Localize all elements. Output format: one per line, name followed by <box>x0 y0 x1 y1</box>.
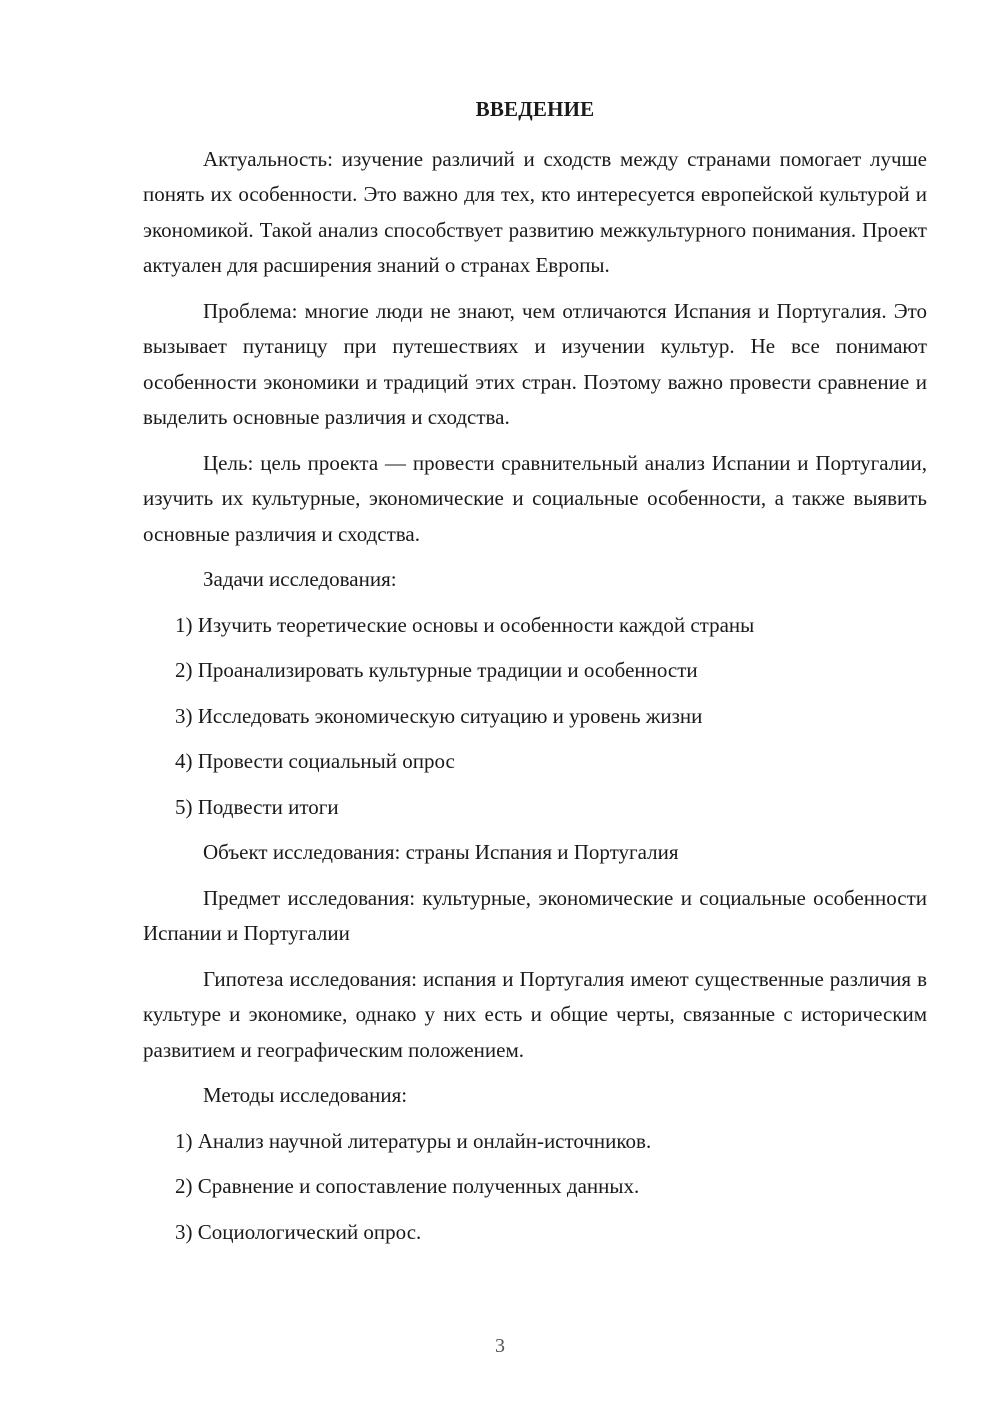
page-number: 3 <box>495 1335 505 1357</box>
method-item: 1) Анализ научной литературы и онлайн-источников. <box>175 1128 652 1153</box>
page-content <box>143 92 927 1250</box>
task-item: 2) Проанализировать культурные традиции и особенности <box>175 658 698 682</box>
tasks-list <box>143 608 927 826</box>
goal-paragraph: Цель: цель проекта — провести сравнительный анализ Испании и Португалии, изучить их культурные, экономические и социальные особенности, а также выявить основные различия и сходства. <box>143 450 927 546</box>
relevance-paragraph: Актуальность: изучение различий и сходств между странами помогает лучше понять их особенности. Это важно для тех, кто интересуется европейской культурой и экономикой. Такой анализ способствует развитию межкультурного понимания. Проект актуален для расширения знаний о странах Европы. <box>143 146 927 277</box>
research-hypothesis: Гипотеза исследования: испания и Португалия имеют существенные различия в культуре и экономике, однако у них есть и общие черты, связанные с историческим развитием и географическим положением. <box>143 966 927 1062</box>
tasks-heading: Задачи исследования: <box>203 567 397 591</box>
task-item: 3) Исследовать экономическую ситуацию и уровень жизни <box>175 703 703 728</box>
task-item: 4) Провести социальный опрос <box>175 749 455 773</box>
research-subject: Предмет исследования: культурные, экономические и социальные особенности Испании и Португалии <box>143 885 927 945</box>
method-item: 3) Социологический опрос. <box>175 1219 422 1244</box>
page-title: ВВЕДЕНИЕ <box>475 97 595 121</box>
method-item: 2) Сравнение и сопоставление полученных данных. <box>175 1174 640 1198</box>
research-object: Объект исследования: страны Испания и Португалия <box>203 840 679 864</box>
methods-list <box>143 1124 927 1251</box>
problem-paragraph: Проблема: многие люди не знают, чем отличаются Испания и Португалия. Это вызывает путаницу при путешествиях и изучении культур. Не все понимают особенности экономики и традиций этих стран. Поэтому важно провести сравнение и выделить основные различия и сходства. <box>143 298 927 429</box>
task-item: 5) Подвести итоги <box>175 794 339 819</box>
task-item: 1) Изучить теоретические основы и особенности каждой страны <box>175 612 755 637</box>
methods-heading: Методы исследования: <box>203 1083 408 1107</box>
